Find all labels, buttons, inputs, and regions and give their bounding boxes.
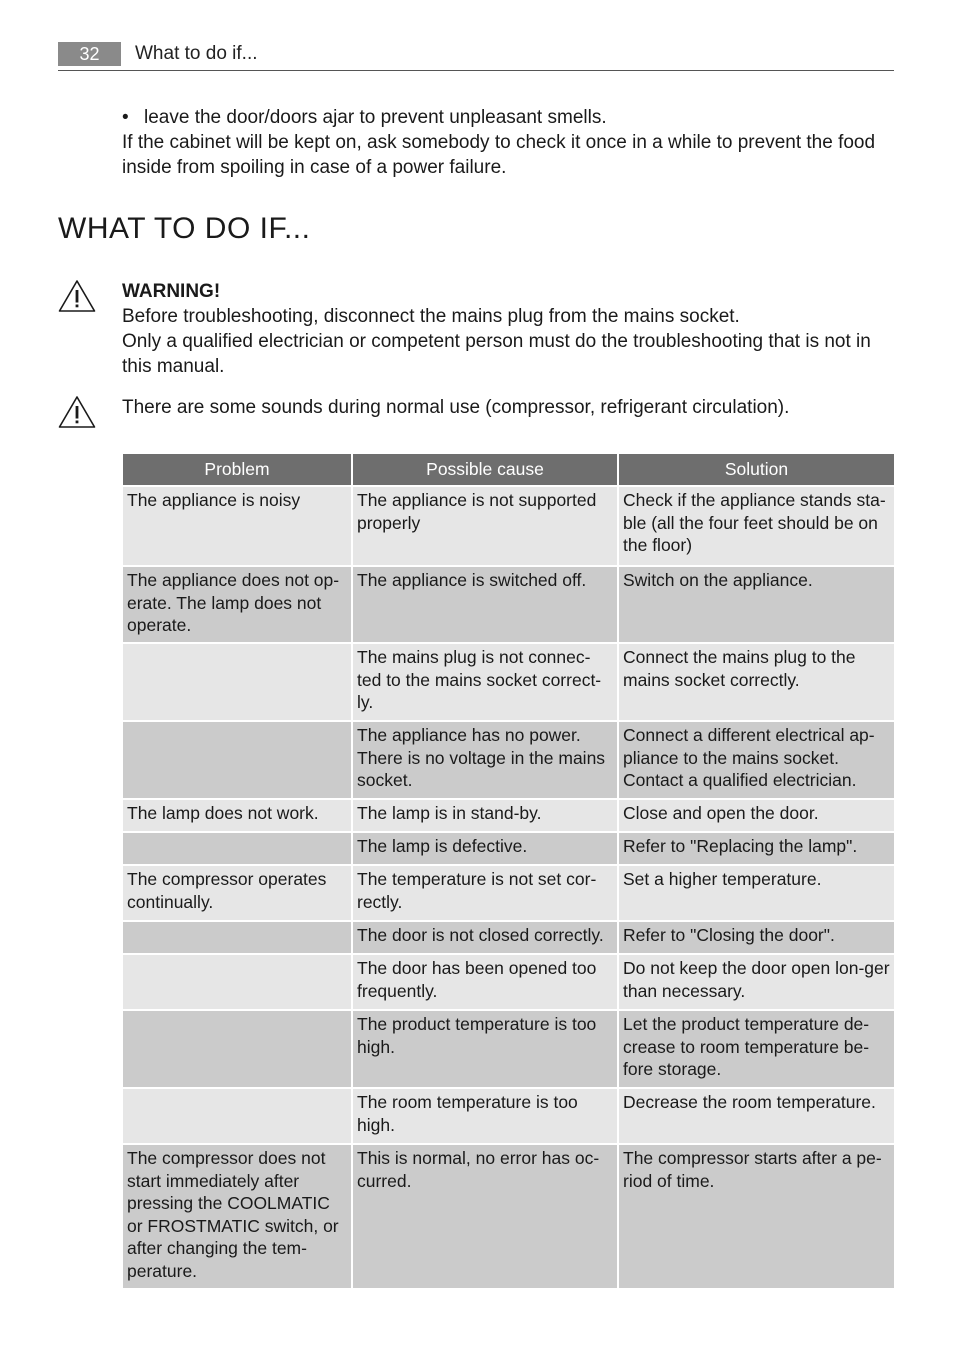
- cause-cell: The lamp is in stand-by.: [353, 800, 617, 831]
- solution-cell: Close and open the door.: [619, 800, 894, 831]
- warning-text: [122, 279, 894, 379]
- warning-line-2: Only a qualified electrician or competent person must do the troubleshooting that is not in this manual.: [122, 331, 871, 377]
- cause-cell: The room temperature is too high.: [353, 1089, 617, 1143]
- table-row: [123, 722, 894, 798]
- solution-cell: Check if the appliance stands sta-ble (all the four feet should be on the floor): [619, 487, 894, 565]
- table-row: [123, 833, 894, 864]
- table-row: [123, 567, 894, 642]
- problem-cell: The compressor does not start immediately after pressing the COOLMATIC or FROSTMATIC switch, or after changing the tem-perature.: [123, 1145, 351, 1288]
- table-row: [123, 922, 894, 953]
- bullet-text: leave the door/doors ajar to prevent unpleasant smells.: [144, 107, 607, 128]
- problem-cell: [123, 833, 351, 864]
- table-row: [123, 487, 894, 565]
- cause-cell: This is normal, no error has oc-curred.: [353, 1145, 617, 1288]
- bullet-item: [122, 105, 894, 130]
- cause-cell: The door has been opened too frequently.: [353, 955, 617, 1009]
- cause-cell: The appliance has no power. There is no voltage in the mains socket.: [353, 722, 617, 798]
- solution-cell: Refer to "Replacing the lamp".: [619, 833, 894, 864]
- warning-line-1: Before troubleshooting, disconnect the mains plug from the mains socket.: [122, 306, 740, 327]
- solution-cell: Set a higher temperature.: [619, 866, 894, 920]
- troubleshooting-table: [121, 452, 896, 1290]
- problem-cell: [123, 922, 351, 953]
- solution-cell: The compressor starts after a pe-riod of time.: [619, 1145, 894, 1288]
- table-row: [123, 866, 894, 920]
- page-header: [58, 40, 894, 71]
- solution-cell: Switch on the appliance.: [619, 567, 894, 642]
- running-header-title: What to do if...: [135, 43, 258, 64]
- cause-cell: The temperature is not set cor-rectly.: [353, 866, 617, 920]
- note-text: There are some sounds during normal use (compressor, refrigerant circulation).: [122, 397, 790, 418]
- solution-cell: Let the product temperature de-crease to room temperature be-fore storage.: [619, 1011, 894, 1087]
- table-row: [123, 1089, 894, 1143]
- table-row: [123, 1011, 894, 1087]
- cause-cell: The door is not closed correctly.: [353, 922, 617, 953]
- solution-cell: Refer to "Closing the door".: [619, 922, 894, 953]
- problem-cell: [123, 955, 351, 1009]
- solution-cell: Decrease the room temperature.: [619, 1089, 894, 1143]
- problem-cell: [123, 722, 351, 798]
- problem-cell: [123, 1011, 351, 1087]
- page-number: 32: [58, 42, 121, 66]
- warning-notice: [58, 279, 894, 379]
- sound-notice: [58, 395, 894, 435]
- table-row: [123, 644, 894, 720]
- column-header-cause: Possible cause: [353, 454, 617, 485]
- table-header-row: [123, 454, 894, 485]
- problem-cell: The appliance does not op-erate. The lamp does not operate.: [123, 567, 351, 642]
- table-row: [123, 800, 894, 831]
- solution-cell: Connect a different electrical ap-pliance to the mains socket. Contact a qualified electrician.: [619, 722, 894, 798]
- intro-paragraph: If the cabinet will be kept on, ask somebody to check it once in a while to prevent the food inside from spoiling in case of a power failure.: [122, 132, 876, 178]
- cause-cell: The appliance is switched off.: [353, 567, 617, 642]
- warning-triangle-icon: [58, 395, 96, 429]
- problem-cell: The appliance is noisy: [123, 487, 351, 565]
- problem-cell: The lamp does not work.: [123, 800, 351, 831]
- column-header-problem: Problem: [123, 454, 351, 485]
- table-row: [123, 1145, 894, 1288]
- table-row: [123, 955, 894, 1009]
- warning-heading: WARNING!: [122, 281, 221, 302]
- cause-cell: The mains plug is not connec-ted to the mains socket correct-ly.: [353, 644, 617, 720]
- problem-cell: [123, 1089, 351, 1143]
- problem-cell: [123, 644, 351, 720]
- column-header-solution: Solution: [619, 454, 894, 485]
- cause-cell: The appliance is not supported properly: [353, 487, 617, 565]
- bullet-icon: •: [122, 107, 129, 128]
- section-title: WHAT TO DO IF...: [58, 212, 311, 245]
- cause-cell: The lamp is defective.: [353, 833, 617, 864]
- cause-cell: The product temperature is too high.: [353, 1011, 617, 1087]
- intro-block: [122, 105, 894, 180]
- solution-cell: Do not keep the door open lon-ger than necessary.: [619, 955, 894, 1009]
- solution-cell: Connect the mains plug to the mains socket correctly.: [619, 644, 894, 720]
- problem-cell: The compressor operates continually.: [123, 866, 351, 920]
- warning-triangle-icon: [58, 279, 96, 313]
